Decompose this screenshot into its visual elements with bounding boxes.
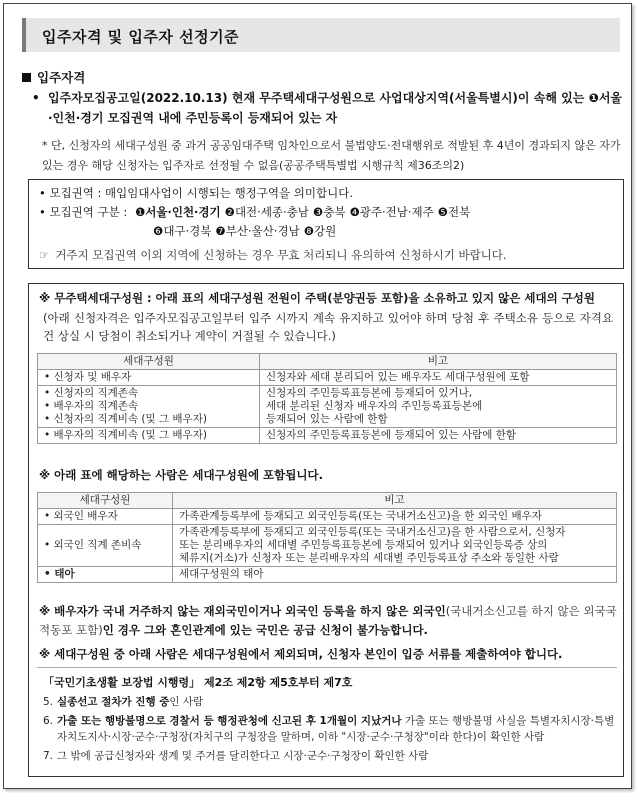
eligibility-bullet: [32, 88, 622, 128]
pointing-hand-icon: ☞: [39, 248, 50, 262]
region-name: 대구·경북: [163, 224, 212, 238]
region-name: 대전·세종·충남: [234, 205, 309, 219]
eligibility-text: 입주자모집공고일(2022.10.13) 현재 무주택세대구성원으로 사업대상지역(서울특별시)이 속해 있는 ❶서울·인천·경기 모집권역 내에 주민등록이 등재되어 있는 자: [48, 91, 622, 125]
region-list-1: [131, 205, 470, 219]
member-line: • 신청자 및 배우자: [44, 371, 132, 383]
region-number-icon: ❼: [215, 224, 226, 238]
remark-line: 신청자의 주민등록표등본에 등재되어 있거나,: [266, 387, 473, 399]
region-name: 전북: [448, 205, 471, 219]
member-cell: • 외국인 배우자: [38, 509, 173, 525]
item-text: 인 사람: [169, 696, 204, 708]
member-cell: • 태아: [38, 567, 173, 583]
exception-note: * 단, 신청자의 세대구성원 중 과거 공공임대주택 임차인으로서 불법양도·전대행위로 적발된 후 4년이 경과되지 않은 자가 있는 경우 해당 신청자는 입주자로 선정될 수 없음(공공주택특별법 시행규칙 제36조의2): [42, 139, 621, 172]
remark-line: 신청자와 세대 분리되어 있는 배우자도 세대구성원에 포함: [266, 371, 530, 383]
region-definition: • 모집권역 : 매입임대사업이 시행되는 행정구역을 의미합니다.: [39, 186, 353, 200]
region-item: [135, 205, 221, 219]
table-header: 세대구성원: [38, 493, 173, 509]
region-number-icon: ❹: [349, 205, 360, 219]
region-item: [304, 224, 337, 238]
included-heading: ※ 아래 표에 해당하는 사람은 세대구성원에 포함됩니다.: [39, 468, 323, 482]
divider: [37, 667, 617, 668]
region-info-box: [28, 179, 624, 269]
region-number-icon: ❻: [153, 224, 164, 238]
region-item: [349, 205, 433, 219]
table-header: 세대구성원: [38, 354, 260, 370]
region-item: [215, 224, 299, 238]
item-text: 그 밖에 공급신청자와 생계 및 주거를 달리한다고 시장·군수·구청장이 확인한 사람: [57, 750, 429, 762]
remark-line: 또는 분리배우자의 세대별 주민등록표등본에 등재되어 있거나 외국인등록증 상의: [179, 539, 548, 551]
exclusion-note: ※ 세대구성원 중 아래 사람은 세대구성원에서 제외되며, 신청자 본인이 입증 서류를 제출하여야 합니다.: [39, 647, 563, 661]
household-heading: ※ 무주택세대구성원 : 아래 표의 세대구성원 전원이 주택(분양권등 포함)을 소유하고 있지 않은 세대의 구성원: [39, 291, 596, 305]
remark-line: 등재되어 있는 사람에 한함: [266, 413, 388, 425]
region-item: [153, 224, 211, 238]
region-number-icon: ❶: [134, 205, 146, 219]
region-list-2: [149, 224, 336, 238]
remark-cell: [260, 370, 617, 386]
remark-line: 가족관계등록부에 등재되고 외국인등록(또는 국내거소신고)을 한 사람으로서, 신청자: [179, 526, 566, 538]
remark-line: 신청자의 주민등록표등본에 등재되어 있는 사람에 한함: [266, 429, 516, 441]
section-heading-text: 입주자격: [37, 70, 86, 85]
list-item: [43, 694, 618, 710]
member-line: • 신청자의 직계비속 (및 그 배우자): [44, 413, 207, 425]
spouse-note-bold-1: ※ 배우자가 국내 거주하지 않는 재외국민이거나 외국인 등록을 하지 않은 외국인: [39, 604, 446, 618]
remark-cell: [260, 386, 617, 428]
table-row: [38, 428, 617, 444]
remark-cell: [173, 509, 617, 525]
table-header: 비고: [173, 493, 617, 509]
region-name: 충북: [323, 205, 346, 219]
item-text: 가출 또는 행방불명 사실을 특별자치시장·특별자치도지사·시장·군수·구청장(자치구의 구청장을 말하며, 이하 "시장·군수·구청장"이라 한다)이 확인한 사람: [57, 715, 615, 743]
table-row: [38, 525, 617, 567]
region-row-1: [39, 203, 470, 221]
region-warning: [39, 246, 507, 264]
household-member-table: [37, 353, 617, 444]
item-bold-text: 가출 또는 행방불명으로 경찰서 등 행정관청에 신고된 후 1개월이 지났거나: [57, 715, 402, 727]
exclusion-list: [43, 694, 618, 767]
remark-line: 가족관계등록부에 등재되고 외국인등록(또는 국내거소신고)을 한 외국인 배우자: [179, 510, 542, 522]
document-frame: [3, 3, 632, 789]
region-row-2: [149, 222, 336, 240]
region-number-icon: ❺: [437, 205, 449, 219]
table-row: [38, 386, 617, 428]
item-number: 7.: [43, 750, 54, 762]
member-line: • 배우자의 직계존속: [44, 400, 139, 412]
remark-line: 세대 분리된 신청자 배우자의 주민등록표등본에: [266, 400, 483, 412]
item-bold-text: 실종선고 절차가 진행 중: [57, 696, 170, 708]
region-name: 서울·인천·경기: [145, 205, 221, 219]
section-heading: [22, 68, 85, 86]
table-header: 비고: [260, 354, 617, 370]
item-number: 6.: [43, 715, 54, 727]
table-row: [38, 509, 617, 525]
region-prefix: • 모집권역 구분 :: [39, 205, 128, 219]
included-member-table: [37, 492, 617, 583]
region-name: 강원: [314, 224, 337, 238]
list-item: [43, 713, 618, 745]
region-number-icon: ❸: [312, 205, 324, 219]
member-line: • 신청자의 직계존속: [44, 387, 139, 399]
item-number: 5.: [43, 696, 54, 708]
spouse-note-light: (국내거소신고를 하지 않은 외국국적동포 포함): [39, 604, 617, 637]
household-box: [28, 283, 624, 777]
title-bar: [22, 18, 620, 52]
law-reference: 「국민기초생활 보장법 시행령」 제2조 제2항 제5호부터 제7호: [43, 676, 353, 689]
remark-line: 세대구성원의 태아: [179, 568, 264, 580]
region-number-icon: ❷: [224, 205, 235, 219]
region-item: [438, 205, 471, 219]
bullet-dot: •: [32, 91, 40, 105]
member-line: • 배우자의 직계비속 (및 그 배우자): [44, 429, 207, 441]
remark-cell: [260, 428, 617, 444]
remark-cell: [173, 525, 617, 567]
table-row: [38, 370, 617, 386]
square-marker-icon: [22, 73, 31, 82]
spouse-note-bold-2: 인 경우 그와 혼인관계에 있는 국민은 공급 신청이 불가능합니다.: [102, 623, 428, 637]
list-item: [43, 748, 618, 764]
member-cell: [38, 428, 260, 444]
region-item: [313, 205, 346, 219]
remark-cell: [173, 567, 617, 583]
table-row: [38, 567, 617, 583]
region-number-icon: ❽: [303, 224, 314, 238]
region-name: 광주·전남·제주: [359, 205, 434, 219]
remark-line: 체류지(거소)가 신청자 또는 분리배우자의 세대별 주민등록표상 주소와 동일한 사람: [179, 552, 559, 564]
member-cell: • 외국인 직계 존비속: [38, 525, 173, 567]
household-paragraph: (아래 신청자격은 입주자모집공고일부터 입주 시까지 계속 유지하고 있어야 하며 당첨 후 주택소유 등으로 자격요건 상실 시 당첨이 취소되거나 계약이 거절될 수 있습니다.): [43, 311, 613, 343]
region-item: [225, 205, 309, 219]
region-name: 부산·울산·경남: [225, 224, 300, 238]
page-title: 입주자격 및 입주자 선정기준: [42, 28, 240, 46]
member-cell: [38, 370, 260, 386]
region-warning-text: 거주지 모집권역 이외 지역에 신청하는 경우 무효 처리되니 유의하여 신청하시기 바랍니다.: [55, 248, 507, 262]
member-cell: [38, 386, 260, 428]
spouse-note: [39, 602, 619, 640]
